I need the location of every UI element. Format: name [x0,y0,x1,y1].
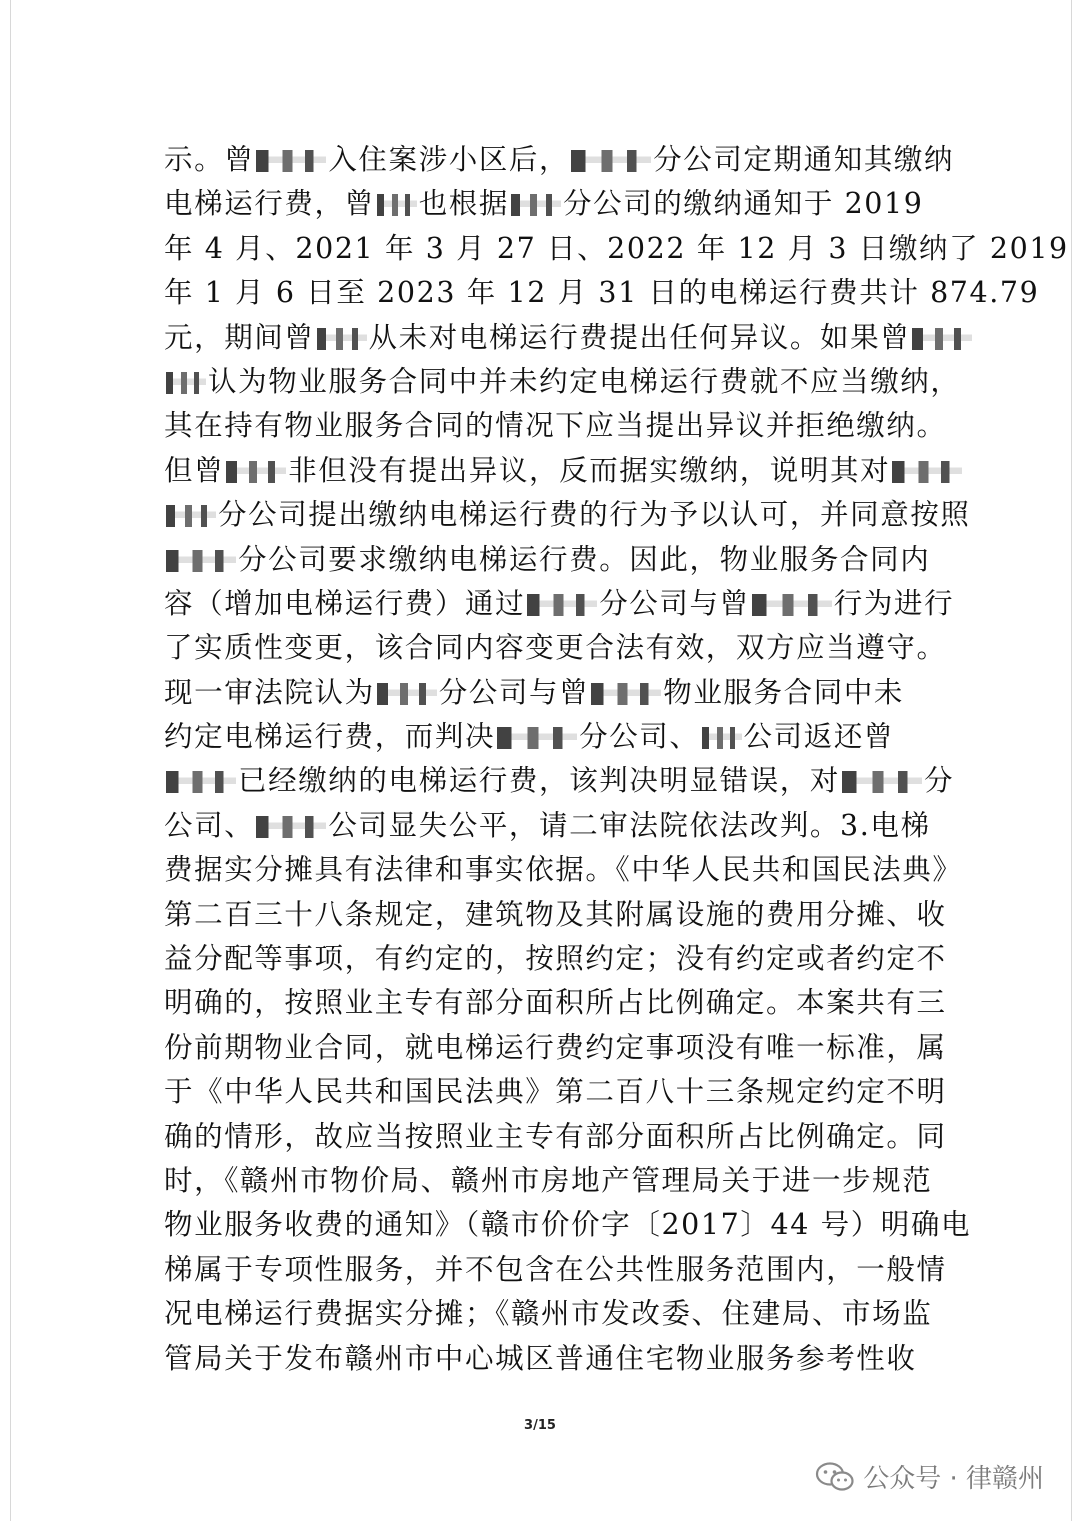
redaction-block [256,150,326,172]
redaction-block [571,150,651,172]
text-segment: 费据实分摊具有法律和事实依据。《中华人民共和国民法典》 [164,853,963,887]
text-segment: 公司返还曾 [743,720,895,754]
redaction-block [166,771,236,793]
text-line [164,671,916,715]
text-line [164,848,963,892]
text-line [164,893,947,937]
text-line [164,1337,916,1381]
text-segment: 其在持有物业服务合同的情况下应当提出异议并拒绝缴纳。 [164,409,947,443]
text-segment: 分公司提出缴纳电梯运行费的行为予以认可，并同意按照 [218,498,971,532]
text-segment: 行为进行 [833,586,955,620]
text-segment: 约定电梯运行费，而判决 [164,720,496,754]
text-line [164,937,947,981]
text-segment: 已经缴纳的电梯运行费，该判决明显错误，对 [238,764,841,798]
redaction-block [527,594,597,616]
redaction-block [256,816,326,838]
text-segment: 元，期间曾 [164,320,315,354]
text-line [164,1115,947,1159]
redaction-block [702,727,742,749]
text-segment: 物业服务收费的通知》（赣市价价字〔2017〕44 号）明确电 [164,1208,972,1242]
text-segment: 分公司与曾 [438,675,590,709]
text-line [164,1159,933,1203]
text-line [164,804,931,848]
redaction-block [892,461,962,483]
text-segment: 梯属于专项性服务，并不包含在公共性服务范围内，一般情 [164,1252,947,1286]
text-segment: 分公司与曾 [599,586,750,620]
text-segment: 入住案涉小区后， [328,143,570,176]
redaction-block [166,505,216,527]
text-segment: 从未对电梯运行费提出任何异议。如果曾 [368,320,911,354]
text-segment: 分 [924,764,955,798]
redaction-block [912,328,972,350]
text-line [164,138,955,182]
text-segment: 分公司、 [579,720,700,754]
text-segment: 分公司要求缴纳电梯运行费。因此，物业服务合同内 [238,542,931,576]
redaction-block [752,594,832,616]
text-segment: 容（增加电梯运行费）通过 [164,586,526,620]
text-line [164,759,955,803]
text-segment: 示。曾 [164,143,255,176]
text-line [164,404,947,448]
text-line [164,715,916,759]
text-segment: 公司显失公平，请二审法院依法改判。3.电梯 [328,808,931,842]
text-segment: 现一审法院认为 [164,675,375,709]
text-segment: 分公司定期通知其缴纳 [653,143,955,176]
text-line [164,1292,933,1336]
text-segment: 益分配等事项，有约定的，按照约定；没有约定或者约定不 [164,942,947,976]
text-line [164,582,955,626]
redaction-block [591,683,661,705]
text-line [164,1248,947,1292]
text-segment: 确的情形，故应当按照业主专有部分面积所占比例确定。同 [164,1119,947,1153]
text-segment: 但曾 [164,453,225,487]
text-line [164,271,1040,315]
text-segment: 了实质性变更，该合同内容变更合法有效，双方应当遵守。 [164,631,947,665]
text-segment: 认为物业服务合同中并未约定电梯运行费就不应当缴纳， [208,364,961,398]
text-segment: 物业服务合同中未 [663,675,905,709]
text-segment: 也根据 [418,187,510,221]
redaction-block [226,461,286,483]
text-segment: 管局关于发布赣州市中心城区普通住宅物业服务参考性收 [164,1341,917,1375]
redaction-block [317,328,367,350]
text-segment: 份前期物业合同，就电梯运行费约定事项没有唯一标准，属 [164,1030,947,1064]
text-segment: 电梯运行费，曾 [164,187,375,221]
watermark-text: 公众号 · 律赣州 [863,1464,1044,1494]
text-segment: 年 1 月 6 日至 2023 年 12 月 31 日的电梯运行费共计 874.79 [164,276,1040,310]
text-line [164,227,1069,271]
text-segment: 第二百三十八条规定，建筑物及其附属设施的费用分摊、收 [164,897,947,931]
text-segment: 明确的，按照业主专有部分面积所占比例确定。本案共有三 [164,986,947,1020]
text-segment: 年 4 月、2021 年 3 月 27 日、2022 年 12 月 3 日缴纳了 2019 [164,231,1069,265]
text-line [164,1070,947,1114]
page-number: 3/15 [524,1418,556,1433]
text-line [164,360,961,404]
text-line [164,182,924,226]
text-line [164,626,947,670]
document-body [164,138,1069,1381]
wechat-watermark [815,1458,1044,1495]
text-line [164,981,947,1025]
text-line [164,316,916,360]
redaction-block [377,683,437,705]
text-segment: 况电梯运行费据实分摊；《赣州市发改委、住建局、市场监 [164,1297,933,1331]
redaction-block [166,372,206,394]
text-line [164,449,916,493]
text-segment: 时，《赣州市物价局、赣州市房地产管理局关于进一步规范 [164,1163,933,1197]
text-line [164,538,931,582]
redaction-block [842,771,922,793]
redaction-block [166,550,236,572]
text-segment: 公司、 [164,808,255,842]
text-segment: 于《中华人民共和国民法典》第二百八十三条规定约定不明 [164,1075,947,1109]
text-segment: 非但没有提出异议，反而据实缴纳，说明其对 [288,453,891,487]
redaction-block [511,194,561,216]
text-line [164,1203,972,1247]
text-segment: 分公司的缴纳通知于 2019 [563,187,924,221]
redaction-block [497,727,577,749]
redaction-block [377,194,417,216]
wechat-icon [815,1461,855,1493]
text-line [164,1026,947,1070]
text-line [164,493,971,537]
